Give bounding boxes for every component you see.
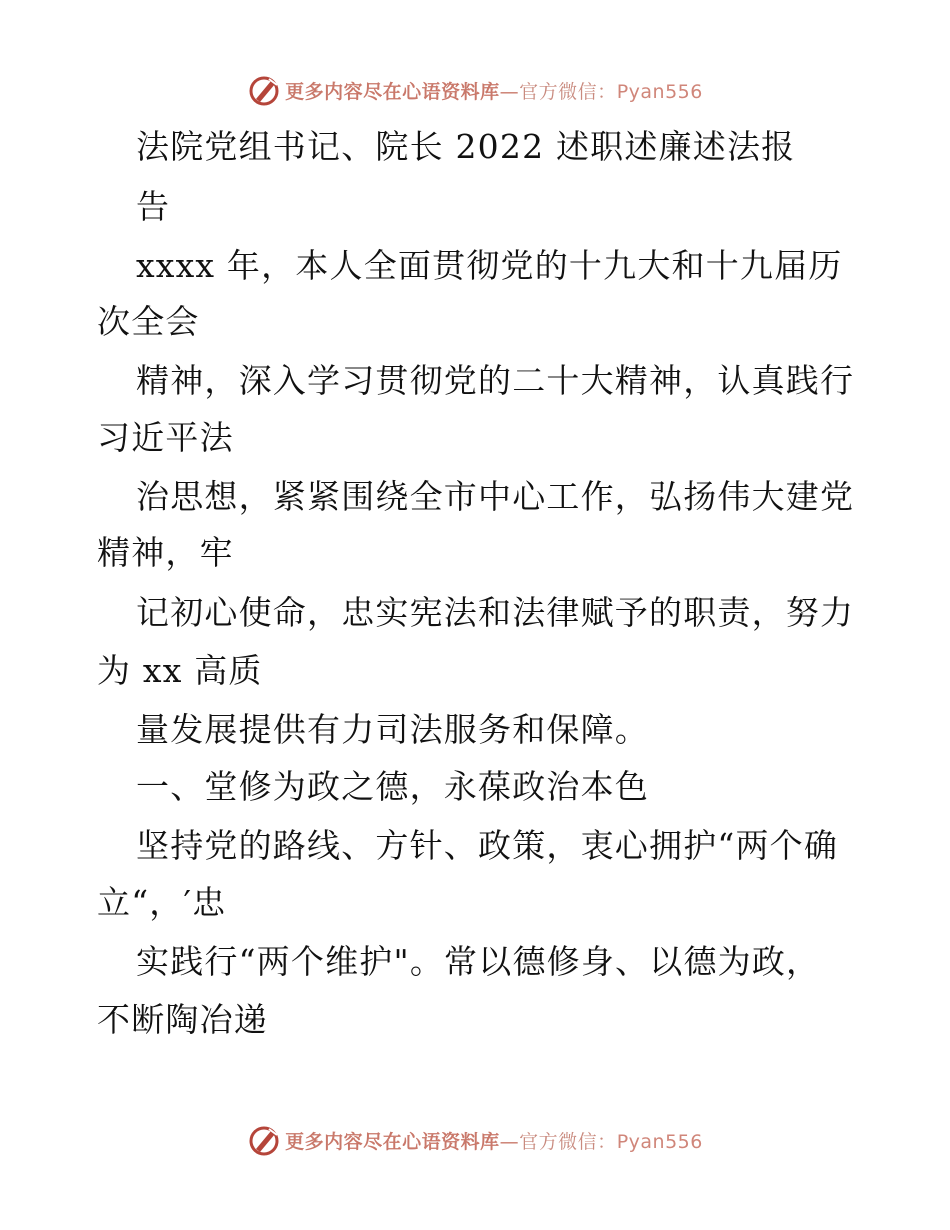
pen-logo-icon [247, 73, 281, 107]
footer-watermark [0, 1120, 950, 1160]
paragraph-line: 为 xx 高质 [97, 651, 263, 690]
watermark-text: 更多内容尽在心语资料库—官方微信：Pyan556 [285, 80, 703, 103]
paragraph-line: 量发展提供有力司法服务和保障。 [136, 710, 649, 749]
paragraph-line: 坚持党的路线、方针、政策，衷心拥护“两个确 [136, 826, 839, 865]
section-heading: 一、堂修为政之德，永葆政治本色 [136, 767, 649, 806]
watermark-text: 更多内容尽在心语资料库—官方微信：Pyan556 [285, 1130, 703, 1153]
paragraph-line: 立“，′忠 [97, 883, 227, 922]
title-line-2: 告 [136, 187, 171, 226]
title-line-1: 法院党组书记、院长 2022 述职述廉述法报 [136, 127, 796, 166]
paragraph-line: 不断陶冶递 [97, 1000, 268, 1039]
pen-logo-icon [247, 1123, 281, 1157]
header-watermark [0, 70, 950, 110]
paragraph-line: 次全会 [97, 302, 200, 341]
paragraph-line: 精神，牢 [97, 533, 234, 572]
paragraph-line: xxxx 年，本人全面贯彻党的十九大和十九届历 [136, 246, 843, 285]
paragraph-line: 精神，深入学习贯彻党的二十大精神，认真践行 [136, 361, 855, 400]
paragraph-line: 记初心使命，忠实宪法和法律赋予的职责，努力 [136, 593, 855, 632]
paragraph-line: 治思想，紧紧围绕全市中心工作，弘扬伟大建党 [136, 477, 855, 516]
paragraph-line: 实践行“两个维护"。常以德修身、以德为政， [136, 942, 821, 981]
paragraph-line: 习近平法 [97, 418, 234, 457]
